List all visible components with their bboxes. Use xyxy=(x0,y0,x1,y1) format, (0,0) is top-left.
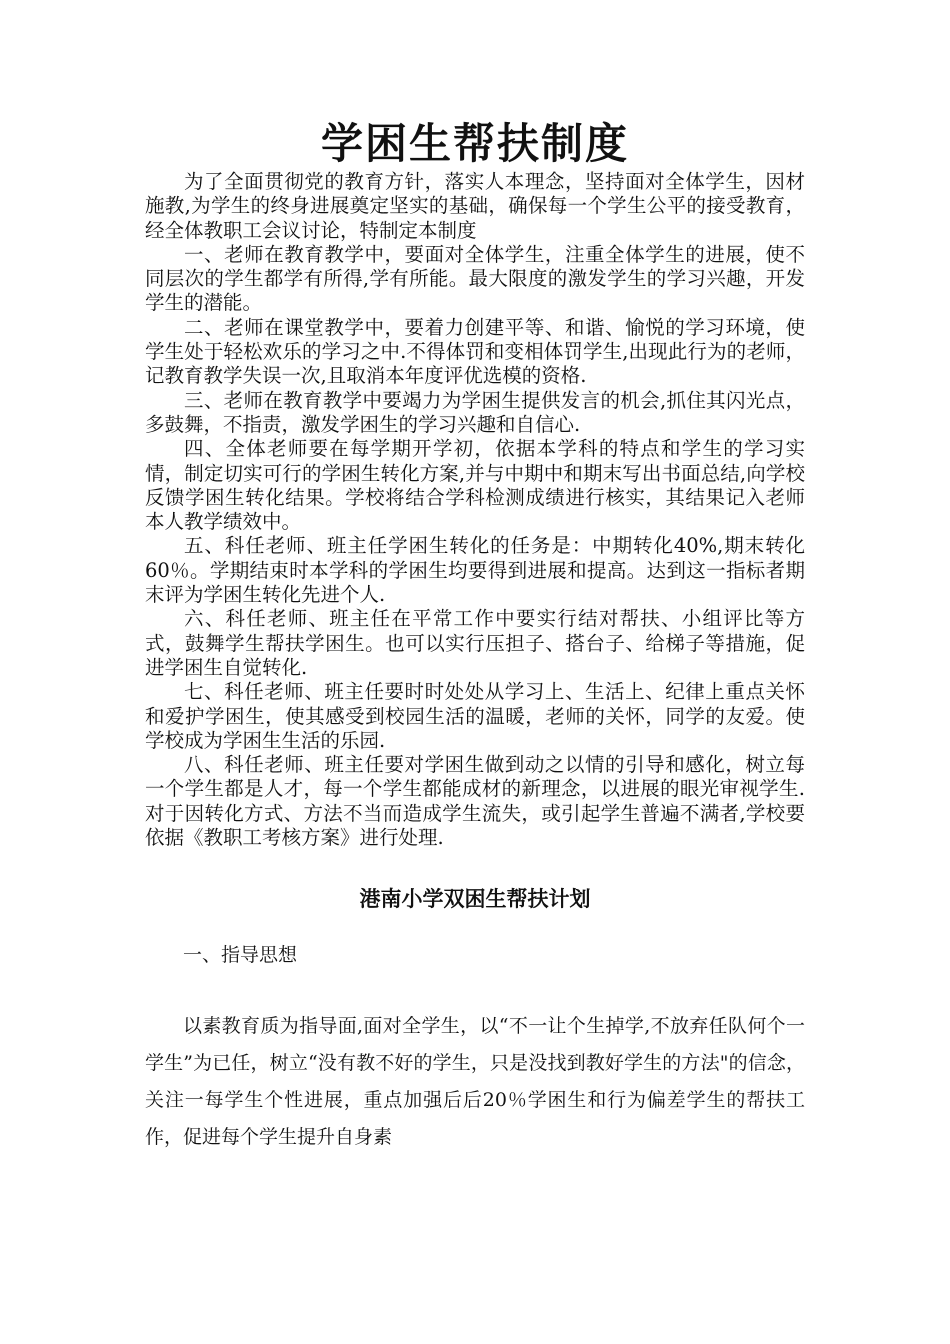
rule-paragraph-7: 七、科任老师、班主任要时时处处从学习上、生活上、纪律上重点关怀和爱护学困生，使其感受到校园生活的温暖，老师的关怀，同学的友爱。使学校成为学困生生活的乐园. xyxy=(145,680,805,752)
intro-paragraph: 为了全面贯彻党的教育方针，落实人本理念，坚持面对全体学生，因材施教,为学生的终身进展奠定坚实的基础，确保每一个学生公平的接受教育，经全体教职工会议讨论，特制定本制度 xyxy=(145,170,805,242)
document-title: 学困生帮扶制度 xyxy=(320,119,629,168)
rule-paragraph-3: 三、老师在教育教学中要竭力为学困生提供发言的机会,抓住其闪光点，多鼓舞，不指责，激发学困生的学习兴趣和自信心. xyxy=(145,388,805,436)
plan-sub-heading: 一、指导思想 xyxy=(183,944,298,967)
document-page xyxy=(145,118,805,1156)
plan-heading: 港南小学双困生帮扶计划 xyxy=(359,887,591,912)
rule-paragraph-6: 六、科任老师、班主任在平常工作中要实行结对帮扶、小组评比等方式，鼓舞学生帮扶学困生。也可以实行压担子、搭台子、给梯子等措施，促进学困生自觉转化. xyxy=(145,607,805,679)
rule-paragraph-4: 四、全体老师要在每学期开学初，依据本学科的特点和学生的学习实情，制定切实可行的学困生转化方案,并与中期中和期末写出书面总结,向学校反馈学困生转化结果。学校将结合学科检测成绩进行核实，其结果记入老师本人教学绩效中。 xyxy=(145,437,805,534)
rule-paragraph-2: 二、老师在课堂教学中，要着力创建平等、和谐、愉悦的学习环境，使学生处于轻松欢乐的学习之中.不得体罚和变相体罚学生,出现此行为的老师，记教育教学失误一次,且取消本年度评优选模的资格. xyxy=(145,315,805,388)
regulation-body xyxy=(145,170,805,850)
rule-paragraph-8: 八、科任老师、班主任要对学困生做到动之以情的引导和感化，树立每一个学生都是人才，每一个学生都能成材的新理念，以进展的眼光审视学生.对于因转化方式、方法不当而造成学生流失，或引起学生普遍不满者,学校要依据《教职工考核方案》进行处理. xyxy=(145,753,805,850)
rule-paragraph-5: 五、科任老师、班主任学困生转化的任务是：中期转化40%,期末转化60％。学期结束时本学科的学困生均要得到进展和提高。达到这一指标者期末评为学困生转化先进个人. xyxy=(145,534,805,607)
plan-body-paragraph: 以素教育质为指导面,面对全学生，以“不一让个生掉学,不放弃任队何个一学生”为已任，树立“没有教不好的学生，只是没找到教好学生的方法"的信念，关注一每学生个性进展，重点加强后后20％学困生和行为偏差学生的帮扶工作，促进每个学生提升自身素 xyxy=(145,1015,805,1149)
rule-paragraph-1: 一、老师在教育教学中，要面对全体学生，注重全体学生的进展，使不同层次的学生都学有所得,学有所能。最大限度的激发学生的学习兴趣，开发学生的潜能。 xyxy=(145,242,805,315)
